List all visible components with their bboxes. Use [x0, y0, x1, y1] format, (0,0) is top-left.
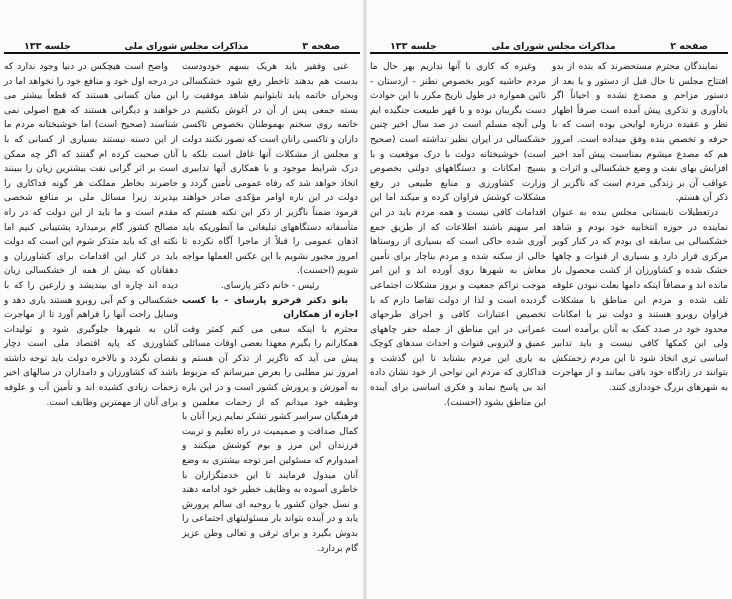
- paragraph: محترم با اینکه سعی می کنم کمتر وقت همکارانم را بگیرم معهذا بعضی اوقات مسائلی پیش می آید که ناگزیر از تذکر آن هستم و امروز نیز مطلبی را بعرض میرسانم که مربوط به آموزش و پرورش کشور است و در این باره وظیفه خود میدانم که از زحمات معلمین و فرهنگیان سراسر کشور تشکر نمایم زیرا آنان با کمال صداقت و صمیمیت در راه تعلیم و تربیت فرزندان این مرز و بوم کوشش میکنند و امیدوارم که مسئولین امر توجه بیشتری به وضع آنان مبذول فرمایند تا این خدمتگزاران با خاطری آسوده به وظایف خطیر خود ادامه دهند و نسل جوان کشور با روحیه ای سالم پرورش یابد و در آینده بتواند بار مسئولیتهای اجتماعی را بدوش بگیرد و برای ترقی و تعالی وطن عزیز گام بردارد.: [182, 324, 358, 554]
- session-number: جلسه ۱۳۳: [390, 41, 437, 52]
- paragraph: وغیره که کاری با آنها نداریم بهر حال ما مردم حاشیه کویر بخصوص نطنز - اردستان - نائین همواره در طول تاریخ مکرر با این حوادث دست بگریبان بوده و با قهر طبیعت جنگیده ایم ولی آنچه مسلم است در صد سال اخیر چنین خشکسالی در ایران نظیر نداشته است (صحیح است) خوشبختانه دولت با درک موقعیت و با بسیج امکانات و دستگاههای دولتی بخصوص وزارت کشاورزی و منابع طبیعی در رفع مشکلات کوشش فراوان کرده و میکند اما این اقدامات کافی نیست و همه مردم باید در این امر سهیم باشند اطلاعات که از طریق جمع آوری شده حاکی است که بسیاری از روستاها خالی از سکنه شده و مردم بناچار برای تأمین معاش به شهرها روی آورده اند و این امر موجب تراکم جمعیت و بروز مشکلات اجتماعی گردیده است و لذا از دولت تقاضا دارم که با تخصیص اعتبارات کافی و اجرای طرحهای عمرانی در این مناطق از جمله حفر چاههای عمیق و لایروبی قنوات و احداث سدهای کوچک به یاری این مردم بشتابد تا این گذشت و فداکاری که مردم این نواحی از خود نشان داده اند بی پاسخ نماند و فکری اساسی برای آینده این مناطق بشود (احسنت).: [370, 62, 546, 408]
- page-header: [370, 36, 728, 54]
- paragraph: واضح است هیچکس در دنیا وجود ندارد که در درجه اول خود و منافع خود را نخواهد اما در این میان کسانی هستند که قطعاً بیشتر می خواهند و دیگرانی هستند که هیچ اصولی نمی شناسند (صحیح است) اما خوشبختانه مردم ما از این دسته نیستند بسیاری از کسانی که با آنان صحبت کرده ام گفتند که اگر چه ممکن است بر اثر گرانی نفت بیشترین زیان را ببینند حاضرند بخاطر مملکت هر گونه فداکاری را بپذیرند زیرا مسائل ملی بر منافع شخصی مقدم است و ما باید از این دولت که در راه مصالح کشور گام برمیدارد پشتیبانی کنیم اما نکته ای که باید متذکر شوم این است که دولت باید در کنار این اقدامات برای کشاورزان و دهقانان که بیش از همه از خشکسالی زیان دیده اند چاره ای بیندیشد و زارعین را که با خشکسالی و کم آبی روبرو هستند یاری دهد و وسایل راحت آنها را فراهم آورد تا از مهاجرت آنان به شهرها جلوگیری شود و تولیدات کشاورزی که پایه اقتصاد ملی است دچار نقصان نگردد و بالاخره دولت باید توجه داشته باشد که کشاورزان و دامداران در سالهای اخیر زحمات زیادی کشیده اند و تأمین آب و علوفه برای آنان از مهمترین وظایف است.: [4, 62, 178, 408]
- text-column-right: [182, 60, 358, 556]
- right-page: [366, 0, 732, 599]
- speaker-line: رئیس - خانم دکتر پارسای.: [220, 280, 320, 291]
- paragraph: غنی وفقیر باید هریک بسهم خودودست بدست هم بدهند تاخطر رفع شود خشکسالی وبحران خاتمه یابد تابتوانیم شاهد موفقیت را بسته جمعی پس از آن در آغوش بکشیم در خاتمه روی سخنم بهموطنان بخصوص تاکسی داران و تاکسی رانان است که تصور نکنند دولت و مجلس از مشکلات آنها غافل است بلکه با درک شرایط موجود و با همکاری آنها تدابیری اتخاذ خواهد شد که رفاه عمومی تأمین گردد و دولت در این باره اوامر مؤکدی صادر خواهند فرمود ضمناً ناگزیر از ذکر این نکته هستم که متأسفانه دستگاههای تبلیغاتی ما آنطوریکه باید اذهان عمومی را قبلاً از ماجرا آگاه نکرده تا امروز مجبور نشویم با این عکس العملها مواجه شویم (احسنت).: [182, 62, 358, 277]
- paragraph: نمایندگان محترم مستحضرند که بنده از بدو افتتاح مجلس تا حال قبل از دستور و یا بعد از دستور مزاحم و مصدع نشده و احیاناً اگر یادآوری و تذکری پیش آمده است صرفاً اظهار نظر و عقیده درباره لوایحی بوده است که با حرفه و تخصص بنده وفق میداده است. امروز هم که مصدع میشوم بمناسبت پیش آمد اخیر افزایش بهای نفت و وضع خشکسالی و اثرات و عواقب آن بر زندگی مردم است که ناگزیر از ذکر آن هستم.: [552, 62, 728, 204]
- page-number: صفحه ۳: [302, 41, 340, 52]
- session-number: جلسه ۱۳۳: [24, 41, 71, 52]
- speaker-heading: بانو دکتر فرخرو پارسای - با کسب اجازه از همکاران: [182, 295, 358, 321]
- left-page: [0, 0, 364, 599]
- page-number: صفحه ۲: [670, 41, 708, 52]
- paragraph: درتعطیلات تابستانی مجلس بنده به عنوان نماینده در حوزه انتخابیه خود بودم و شاهد خشکسالی بی سابقه ای بودم که در کنار کویر مرکزی قرار دارد و بسیاری از قنوات و چاهها خشک شده و کشاورزان از کشت محصول باز مانده اند و مضافاً اینکه دامها بعلت نبودن علوفه تلف شده و مردم این مناطق با مشکلات فراوان روبرو هستند و دولت نیز با امکانات محدود خود در صدد کمک به آنان برآمده است ولی این کمکها کافی نیست و باید تدابیر اساسی تری اتخاذ شود تا این مردم زحمتکش بتوانند در زادگاه خود باقی بمانند و از مهاجرت به شهرهای بزرگ خودداری کنند.: [552, 207, 728, 394]
- text-column-left: [370, 60, 546, 410]
- publication-title: مذاکرات مجلس شورای ملی: [124, 42, 249, 52]
- text-column-right: [552, 60, 728, 396]
- publication-title: مذاکرات مجلس شورای ملی: [491, 42, 616, 52]
- text-column-left: [4, 60, 178, 410]
- page-header: [4, 36, 360, 54]
